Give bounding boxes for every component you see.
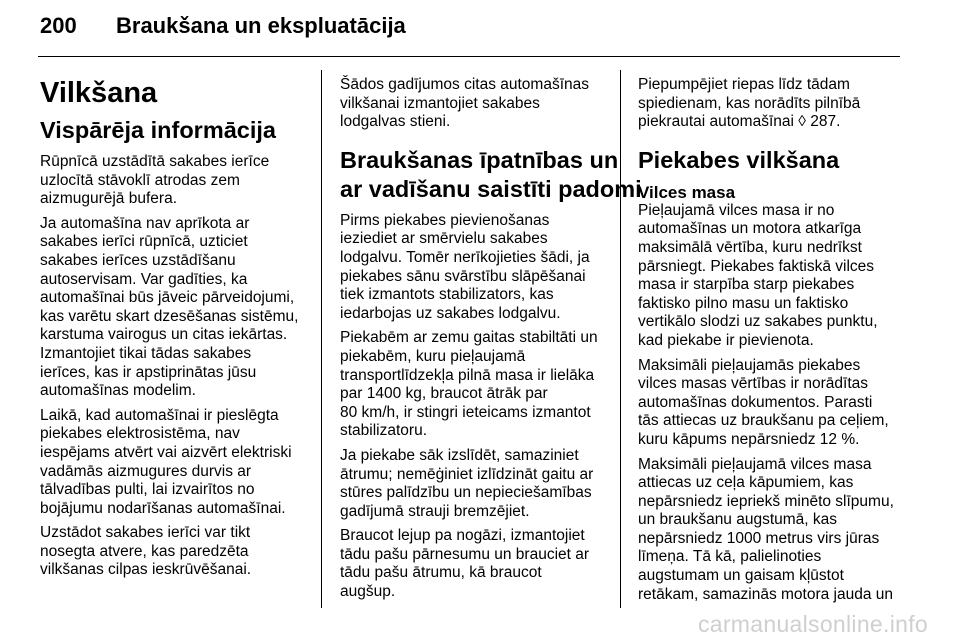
text-line: piekabes sānu svārstību slāpēšanai: [340, 267, 586, 285]
paragraph: [340, 212, 610, 324]
column-2: [340, 76, 642, 608]
text-line: faktisko pilno masu un faktisko: [638, 294, 849, 312]
page-header: [40, 13, 406, 45]
text-line: pārsniegt. Piekabes faktiskā vilces: [638, 257, 875, 275]
text-line: Laikā, kad automašīnai ir pieslēgta: [40, 406, 279, 424]
text-line: nepārsniedz 1000 metrus virs jūras: [638, 529, 880, 547]
intro-paragraph: [638, 76, 908, 132]
text-line: tādu pašu pārnesumu un brauciet ar: [340, 545, 590, 563]
text-line: sakabes ierīces uzstādīšanu: [40, 251, 236, 269]
body-text: [340, 212, 610, 602]
text-line: automašīnai būs jāveic pārveidojumi,: [40, 289, 295, 307]
paragraph: [638, 456, 908, 605]
text-line: vilces masas vērtības ir norādītas: [638, 375, 869, 393]
text-line: attiecas uz ceļa kāpumiem, kas: [638, 474, 854, 492]
text-line: Braucot lejup pa nogāzi, izmantojiet: [340, 527, 585, 545]
text-line: kas varētu skart dzesēšanas sistēmu,: [40, 307, 299, 325]
text-line: tālvadības pulti, lai izvairītos no: [40, 481, 255, 499]
text-line: tās attiecas uz braukšanu pa ceļiem,: [638, 412, 889, 430]
text-line: piekabes elektrosistēma, nav: [40, 425, 240, 443]
subsection-heading: Vispārēja informācija: [40, 117, 276, 143]
text-line: Braukšanas īpatnības un: [340, 146, 619, 173]
column-divider-2: [620, 70, 621, 608]
paragraph: [638, 357, 908, 450]
text-line: spiedienam, kas norādīts pilnībā: [638, 94, 861, 112]
text-line: augšup.: [340, 583, 396, 601]
text-line: stabilizatoru.: [340, 422, 428, 440]
page-number: 200: [40, 13, 77, 38]
chapter-title: Braukšana un ekspluatācija: [116, 13, 406, 38]
text-line: vilkšanas cilpas ieskrūvēšanai.: [40, 561, 252, 579]
paragraph: [40, 524, 308, 580]
minor-heading: Vilces masa: [638, 182, 736, 202]
text-line: tādu pašu ātrumu, kā braucot: [340, 564, 542, 582]
text-line: līmeņa. Tā kā, palielinoties: [638, 548, 822, 566]
text-line: piekabēm, kuru pieļaujamā: [340, 347, 526, 365]
text-line: kad piekabe ir pievienota.: [638, 331, 814, 349]
text-line: ātrumu; nemēģiniet izlīdzināt gaitu ar: [340, 465, 594, 483]
text-line: kuru kāpums nepārsniedz 12 %.: [638, 430, 860, 448]
paragraph: [340, 329, 610, 441]
text-line: transportlīdzekļa pilnā masa ir lielāka: [340, 366, 595, 384]
text-line: Rūpnīcā uzstādītā sakabes ierīce: [40, 153, 270, 170]
column-divider-1: [321, 70, 322, 608]
text-line: Pirms piekabes pievienošanas: [340, 211, 550, 229]
text-line: 80 km/h, ir stingri ieteicams izmantot: [340, 403, 591, 421]
section-heading: Vilkšana: [40, 77, 158, 109]
subsection-heading: Piekabes vilkšana: [638, 146, 840, 173]
text-line: nosegta atvere, kas paredzēta: [40, 542, 249, 560]
column-3: [638, 76, 908, 610]
text-line: bojājumu nodarīšanas automašīnai.: [40, 499, 286, 517]
column-1: [40, 76, 308, 586]
text-line: masa ir starpība starp piekabes: [638, 276, 855, 294]
paragraph: [40, 153, 308, 209]
text-line: maksimālā vērtība, kuru nedrīkst: [638, 238, 862, 256]
text-line: iedarbojas uz sakabes lodgalvu.: [340, 304, 561, 322]
paragraph: [638, 202, 908, 351]
text-line: tiek izmantots stabilizators, kas: [340, 286, 554, 304]
text-line: retākam, samazinās motora jauda un: [638, 585, 894, 603]
text-line: piekrautai automašīnai ◊ 287.: [638, 113, 841, 131]
text-line: Uzstādot sakabes ierīci var tikt: [40, 524, 251, 542]
text-line: stūres palīdzību un nepieciešamības: [340, 484, 592, 502]
intro-paragraph: [340, 76, 610, 132]
text-line: iespējams atvērt vai aizvērt elektriski: [40, 443, 292, 461]
body-text: [40, 153, 308, 580]
body-text: [638, 202, 908, 604]
subsection-heading: [340, 146, 642, 204]
text-line: un braukšanu augstumā, kas: [638, 511, 838, 529]
watermark: carmanualsonline.info: [697, 611, 928, 637]
text-line: Maksimāli pieļaujamās piekabes: [638, 356, 861, 374]
text-line: ar vadīšanu saistīti padomi: [340, 175, 642, 202]
paragraph: [340, 527, 610, 601]
text-line: Ja piekabe sāk izslīdēt, samaziniet: [340, 446, 579, 464]
text-line: karstuma vairogus un citas iekārtas.: [40, 326, 288, 344]
text-line: Šādos gadījumos citas automašīnas: [340, 76, 589, 93]
paragraph: [340, 447, 610, 521]
paragraph: [40, 215, 308, 401]
text-line: Maksimāli pieļaujamā vilces masa: [638, 455, 872, 473]
text-line: automašīnas modelim.: [40, 382, 196, 400]
text-line: automašīnas un motora atkarīga: [638, 220, 862, 238]
text-line: uzlocītā stāvoklī atrodas zem: [40, 171, 240, 189]
text-line: Izmantojiet tikai tādas sakabes: [40, 344, 252, 362]
text-line: lodgalvas stieni.: [340, 113, 451, 131]
text-line: vilkšanai izmantojiet sakabes: [340, 94, 540, 112]
text-line: ieziediet ar smērvielu sakabes: [340, 230, 548, 248]
paragraph: [40, 407, 308, 519]
text-line: Ja automašīna nav aprīkota ar: [40, 214, 250, 232]
text-line: vadāmās aizmugures durvis ar: [40, 462, 252, 480]
text-line: nepārsniedz iepriekš minēto slīpumu,: [638, 492, 894, 510]
text-line: augstumam un gaisam kļūstot: [638, 567, 844, 585]
text-line: vertikālo slodzi uz sakabes punktu,: [638, 313, 878, 331]
text-line: sakabes ierīci rūpnīcā, uzticiet: [40, 233, 248, 251]
text-line: lodgalvu. Tomēr nerīkojieties šādi, ja: [340, 248, 590, 266]
text-line: Piekabēm ar zemu gaitas stabiltāti un: [340, 329, 598, 347]
header-divider: [38, 56, 900, 57]
text-line: autoservisam. Var gadīties, ka: [40, 270, 248, 288]
text-line: aizmugurējā bufera.: [40, 190, 177, 208]
text-line: par 1400 kg, braucot ātrāk par: [340, 385, 548, 403]
text-line: Pieļaujamā vilces masa ir no: [638, 201, 835, 219]
text-line: automašīnas dokumentos. Parasti: [638, 393, 873, 411]
text-line: ierīces, kas ir apstiprinātas jūsu: [40, 363, 257, 381]
text-line: Piepumpējiet riepas līdz tādam: [638, 76, 850, 93]
text-line: gadījumā strauji bremzējiet.: [340, 502, 530, 520]
